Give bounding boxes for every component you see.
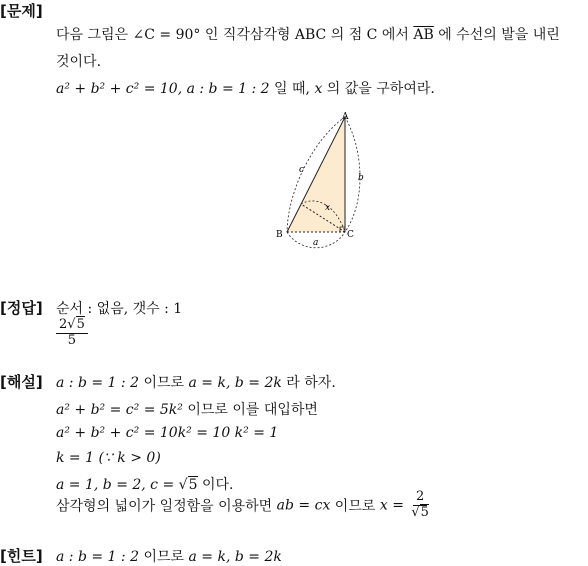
label-side-c: c xyxy=(299,165,305,175)
sol-5-text: 이다. xyxy=(197,477,234,493)
problem-line-2: 것이다. xyxy=(56,54,102,70)
solution-line-6 xyxy=(56,490,432,521)
solution-line-1 xyxy=(56,372,336,392)
sol-1-math: a : b = 1 : 2 xyxy=(56,375,139,391)
sol-6-num: 2 xyxy=(413,490,427,506)
sol-6-text: 삼각형의 넓이가 일정함을 이용하면 xyxy=(56,498,277,515)
answer-den: 5 xyxy=(67,332,77,348)
hint-tag: [힌트] xyxy=(0,547,43,565)
sol-6-math: ab = cx xyxy=(276,497,331,514)
solution-line-4 xyxy=(56,450,161,466)
solution-line-2 xyxy=(56,399,318,419)
problem-text-4: 의 값을 구하여라. xyxy=(322,81,435,97)
label-height-x: x xyxy=(325,203,331,213)
problem-text-2: 에 수선의 발을 내린 xyxy=(433,27,560,43)
sol-1-text2: 라 하자. xyxy=(281,375,336,391)
triangle-figure xyxy=(270,108,370,258)
sol-5-math: a = 1, b = 2, c = xyxy=(56,477,179,493)
problem-tag: [문제] xyxy=(0,2,43,20)
label-c-vertex: C xyxy=(347,230,354,240)
solution-line-3 xyxy=(56,425,278,441)
sol-1-math2: a = k, b = 2k xyxy=(188,375,282,391)
problem-text-1: 다음 그림은 ∠C = 90° 인 직각삼각형 ABC 의 점 C 에서 xyxy=(56,27,414,43)
sol-4-math: k = 1 (∵ k > 0) xyxy=(56,450,161,466)
label-b-vertex: B xyxy=(276,230,283,240)
problem-line-3 xyxy=(56,78,435,98)
hint-line-1 xyxy=(56,546,282,566)
answer-line-1: 순서 : 없음, 갯수 : 1 xyxy=(56,301,183,317)
answer-fraction xyxy=(56,318,88,349)
label-side-b: b xyxy=(358,173,364,183)
hint-math: a : b = 1 : 2 xyxy=(56,549,139,565)
segment-ab: $\overline{AB}$ xyxy=(413,27,434,43)
answer-frac: $\frac{2√5}{5}$ xyxy=(56,318,88,349)
sol-1-text: 이므로 xyxy=(139,375,189,391)
problem-text-3: 일 때, xyxy=(269,81,315,97)
sol-6-frac: $\frac{2}{√5}$ xyxy=(411,489,429,520)
answer-tag: [정답] xyxy=(0,299,43,317)
sol-2-math: a² + b² = c² = 5k² xyxy=(56,402,183,418)
sol-5-rad: 5 xyxy=(188,477,198,493)
sol-6-den-rad: 5 xyxy=(420,504,429,520)
problem-line-1 xyxy=(56,24,560,44)
sol-6-text2: 이므로 xyxy=(330,498,380,515)
hint-math2: a = k, b = 2k xyxy=(188,549,282,565)
label-a-vertex: A xyxy=(342,112,349,122)
sol-2-text: 이므로 이를 대입하면 xyxy=(182,402,318,418)
sol-6-math2: x = xyxy=(379,497,409,514)
label-side-a: a xyxy=(313,238,319,248)
problem-x: x xyxy=(314,81,323,97)
solution-tag: [해설] xyxy=(0,373,43,391)
problem-condition: a² + b² + c² = 10, a : b = 1 : 2 xyxy=(56,81,270,97)
answer-num-coef: 2 xyxy=(59,317,68,332)
solution-line-5: a = 1, b = 2, c = √5 이다. xyxy=(56,477,234,493)
hint-text: 이므로 xyxy=(139,549,189,565)
answer-num-rad: 5 xyxy=(76,317,85,332)
sol-3-math: a² + b² + c² = 10k² = 10 k² = 1 xyxy=(56,425,279,441)
